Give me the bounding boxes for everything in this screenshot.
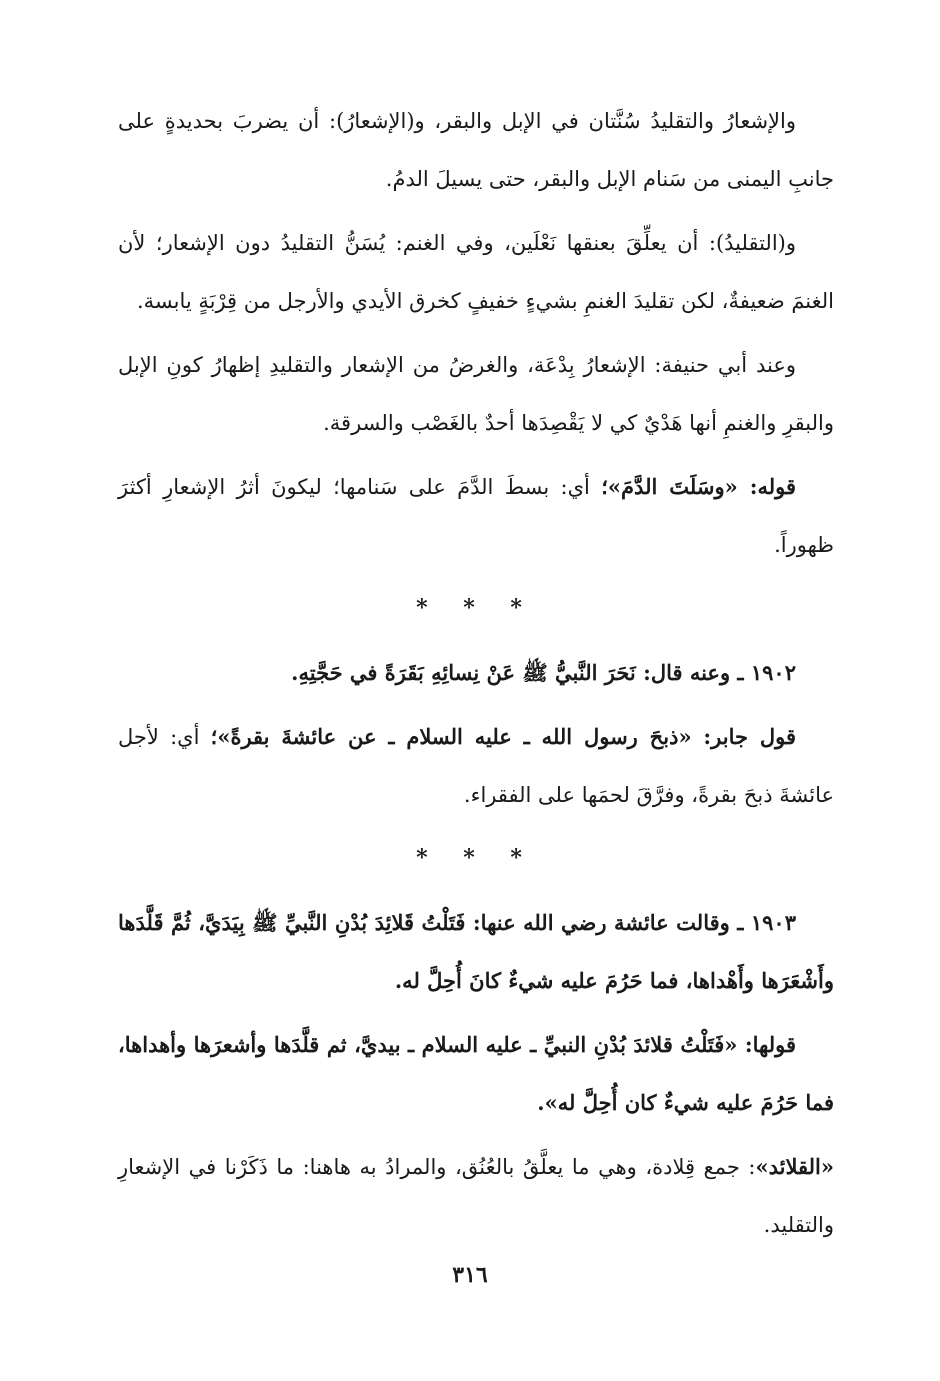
paragraph-text: و(التقليدُ): أن يعلِّقَ بعنقها نَعْلَين، وفي الغنم: يُسَنُّ التقليدُ دون الإشعار؛ لأن الغنمَ ضعيفةٌ، لكن تقليدَ الغنمِ بشيءٍ خفيفٍ كخرق الأيدي والأرجل من قِرْبَةٍ يابسة. xyxy=(118,231,834,313)
hadith-text: ١٩٠٢ ـ وعنه قال: نَحَرَ النَّبيُّ ﷺ عَنْ نِسائِهِ بَقَرَةً في حَجَّتِهِ. xyxy=(291,660,796,685)
explanation-text: أي: لأجل عائشةَ ذبحَ بقرةً، وفرَّقَ لحمَها على الفقراء. xyxy=(118,725,834,807)
page-number: ٣١٦ xyxy=(452,1262,488,1288)
paragraph-qalaid xyxy=(118,1138,834,1254)
paragraph-text: والإشعارُ والتقليدُ سُنَّتان في الإبل والبقر، و(الإشعارُ): أن يضربَ بحديدةٍ على جانبِ اليمنى من سَنام الإبل والبقر، حتى يسيلَ الدمُ. xyxy=(118,109,834,191)
paragraph-lead: «القلائد» xyxy=(755,1154,834,1179)
section-separator: * * * xyxy=(416,845,536,871)
explanation-lead: قولها: «فَتَلْتُ قلائدَ بُدْنِ النبيِّ ـ عليه السلام ـ بيديَّ، ثم قلَّدَها وأشعرَها وأهداها، فما حَرُمَ عليه شيءٌ كان أُحِلَّ له». xyxy=(118,1032,834,1115)
section-separator: * * * xyxy=(416,595,536,621)
explanation-1903 xyxy=(118,1016,834,1132)
hadith-1903 xyxy=(118,894,834,1010)
paragraph-salat-al-dam xyxy=(118,458,834,574)
paragraph-abu-hanifa xyxy=(118,336,834,452)
explanation-lead: قول جابر: «ذبحَ رسول الله ـ عليه السلام ـ عن عائشةَ بقرةً»؛ xyxy=(210,724,796,749)
paragraph-taqlid-definition xyxy=(118,214,834,330)
paragraph-lead: قوله: «وسَلَتَ الدَّمَ»؛ xyxy=(601,474,796,499)
paragraph-ishar-definition xyxy=(118,92,834,208)
paragraph-text: وعند أبي حنيفة: الإشعارُ بِدْعَة، والغرضُ من الإشعار والتقليدِ إظهارُ كونِ الإبل والبقرِ والغنمِ أنها هَدْيٌ كي لا يَقْصِدَها أحدٌ بالغَصْب والسرقة. xyxy=(118,353,834,435)
paragraph-text: أي: بسطَ الدَّمَ على سَنامها؛ ليكونَ أثرُ الإشعارِ أكثرَ ظهوراً. xyxy=(118,475,834,557)
page-body xyxy=(118,92,834,1260)
hadith-1902 xyxy=(118,644,834,702)
paragraph-text: : جمع قِلادة، وهي ما يعلَّقُ بالعُنُق، والمرادُ به هاهنا: ما ذَكَرْنا في الإشعارِ والتقليد. xyxy=(118,1155,834,1237)
hadith-text: ١٩٠٣ ـ وقالت عائشة رضي الله عنها: فَتَلْتُ قَلائِدَ بُدْنِ النَّبيِّ ﷺ بِيَدَيَّ، ثُمَّ قَلَّدَها وأَشْعَرَها وأَهْداها، فما حَرُمَ عليه شيءٌ كانَ أُحِلَّ له. xyxy=(118,910,834,993)
explanation-1902 xyxy=(118,708,834,824)
